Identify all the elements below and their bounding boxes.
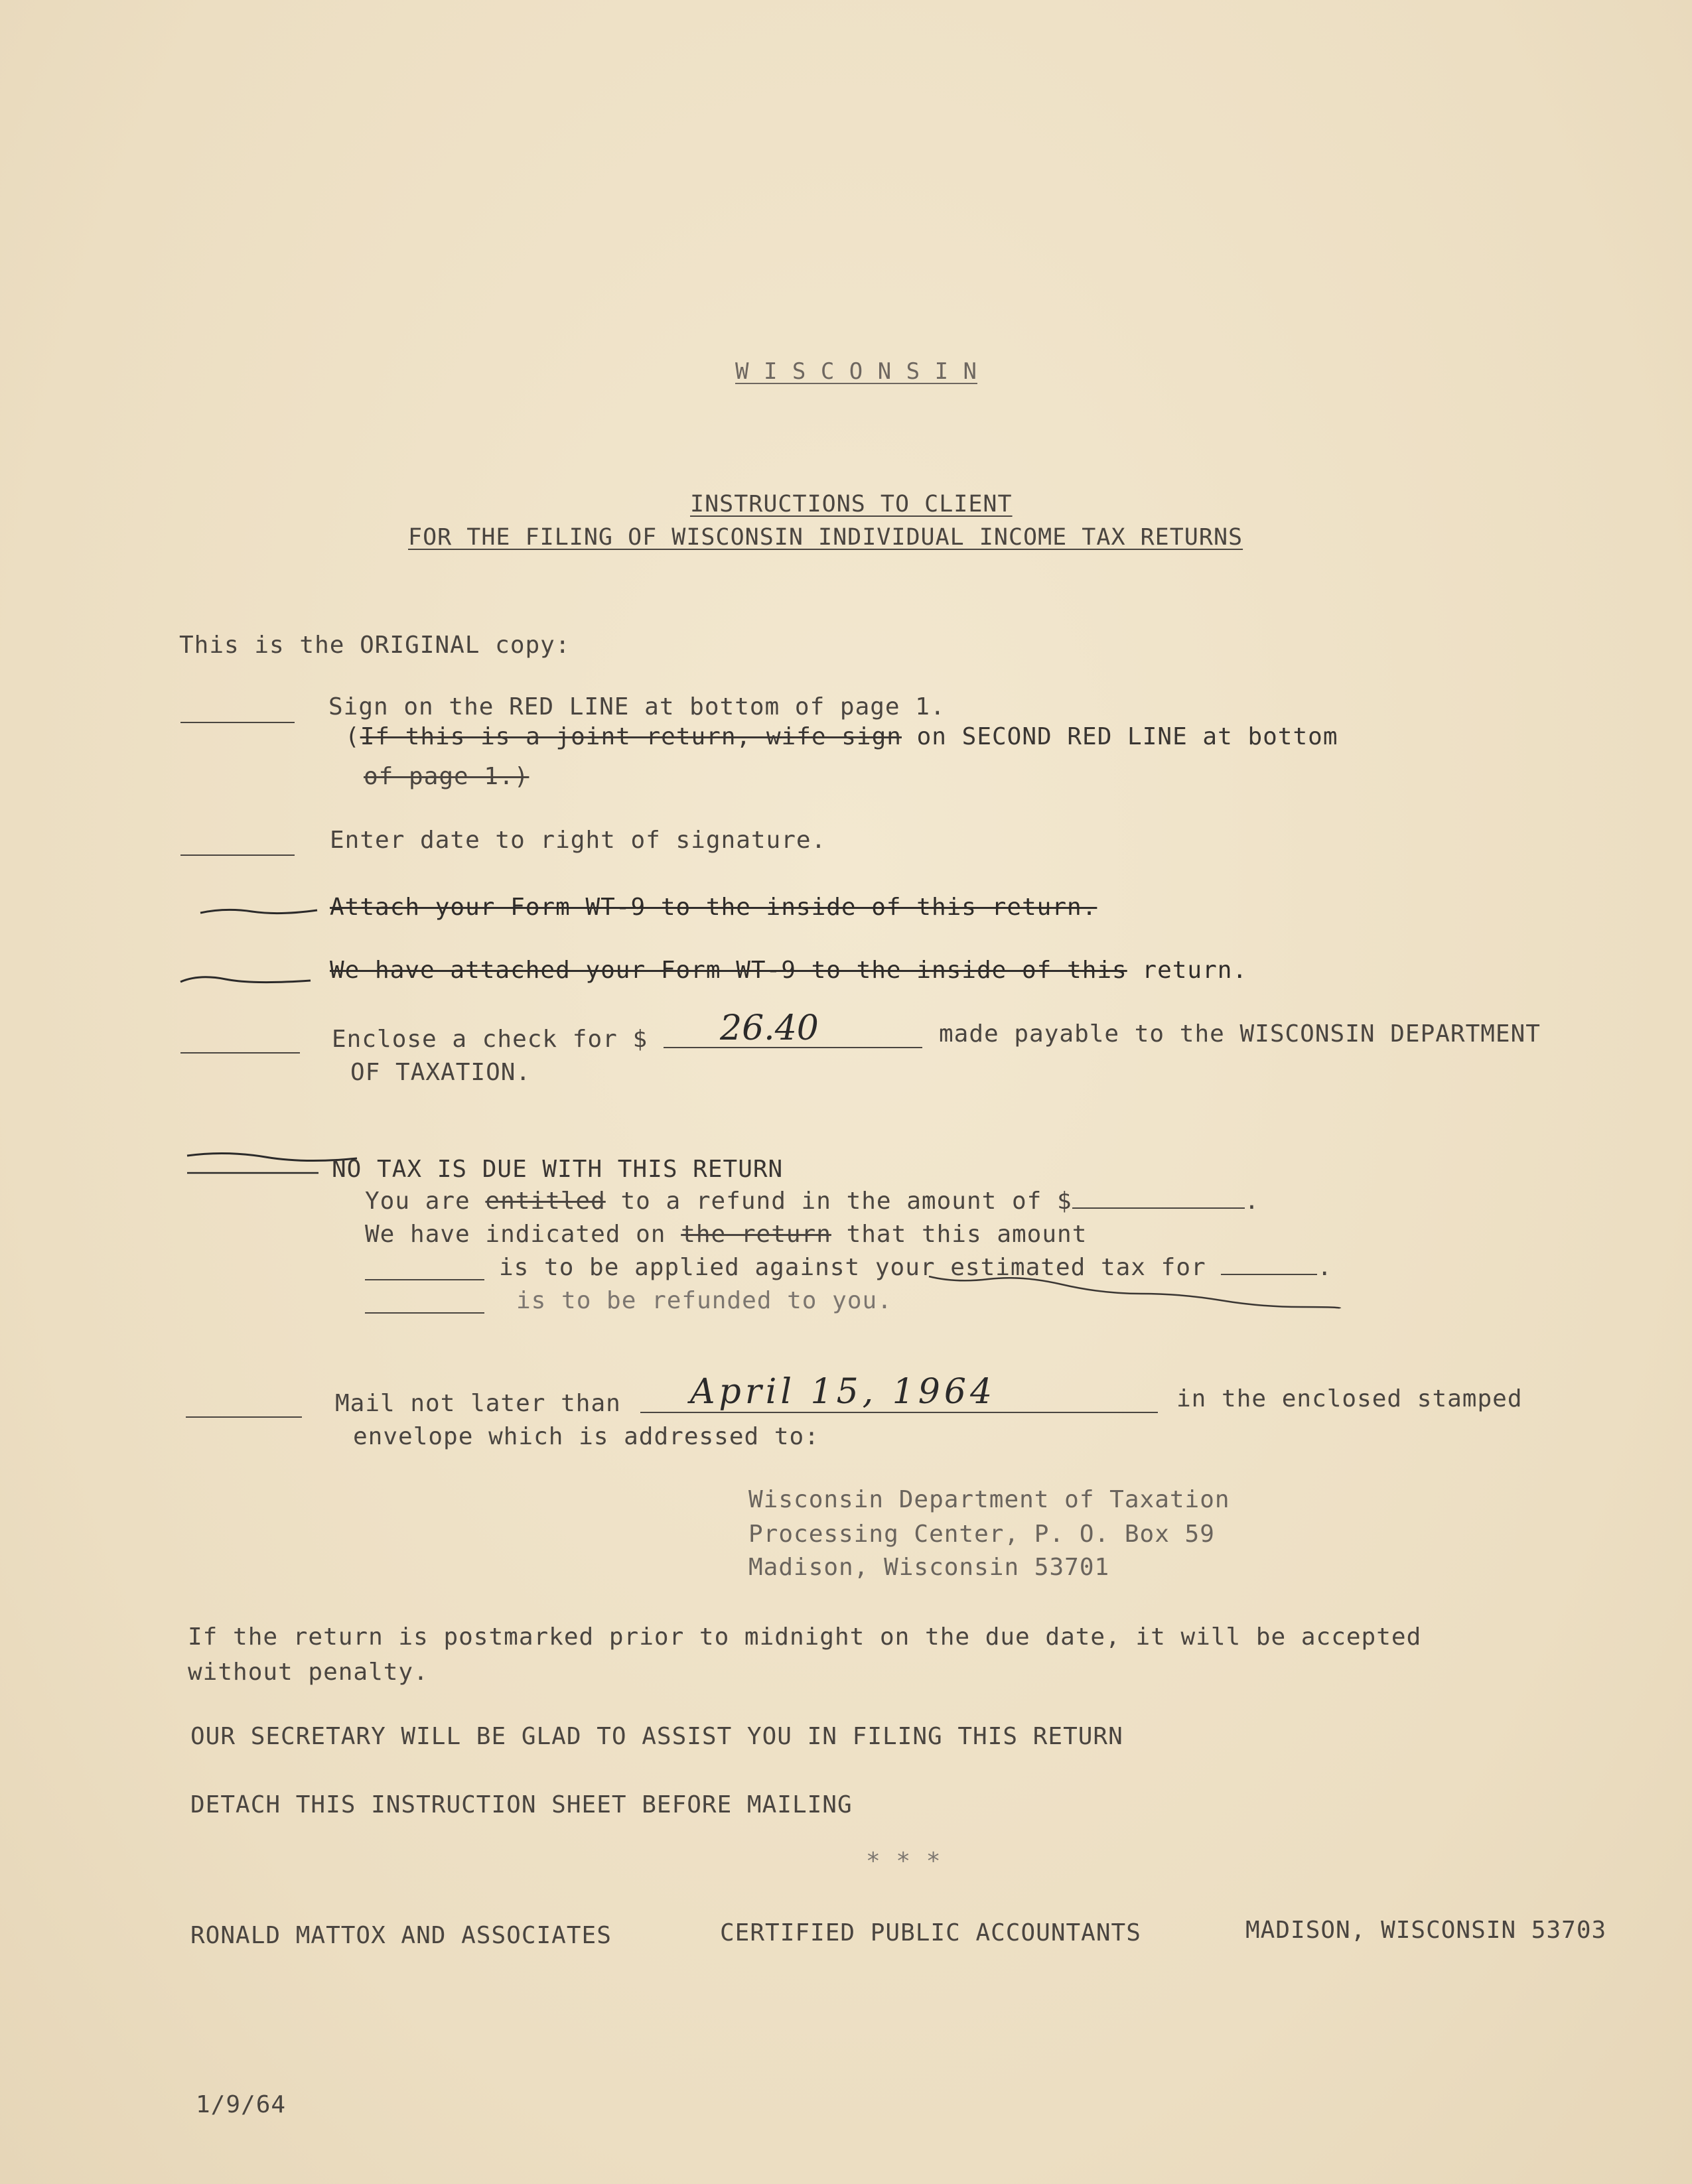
sign-instruction: Sign on the RED LINE at bottom of page 1. [328, 693, 946, 720]
attach-wt9-instruction: Attach your Form WT-9 to the inside of this return. [330, 894, 1097, 921]
no-tax-line4: is to be applied against your estimated tax for . [499, 1254, 1333, 1281]
attached-wt9-instruction: We have attached your Form WT-9 to the inside of this return. [330, 957, 1248, 984]
checkbox-line-mail [186, 1416, 302, 1418]
separator-stars: * * * [866, 1848, 942, 1875]
footer-profession: CERTIFIED PUBLIC ACCOUNTANTS [720, 1919, 1141, 1946]
mail-date-handwritten: April 15, 1964 [690, 1372, 997, 1412]
address-line1: Wisconsin Department of Taxation [748, 1486, 1230, 1513]
detach-note: DETACH THIS INSTRUCTION SHEET BEFORE MAILING [190, 1791, 853, 1818]
tax-year-line [1221, 1258, 1317, 1275]
check-instruction-pre: Enclose a check for $ [332, 1026, 648, 1053]
strike-mark-attach [199, 901, 318, 921]
checkbox-line-date [180, 854, 295, 856]
mail-date-line [640, 1412, 1158, 1413]
no-tax-line3: We have indicated on the return that this amount [365, 1221, 1088, 1248]
address-line3: Madison, Wisconsin 53701 [748, 1554, 1110, 1581]
address-line2: Processing Center, P. O. Box 59 [748, 1521, 1215, 1548]
no-tax-line5: is to be refunded to you. [516, 1287, 892, 1314]
postmark-note-line2: without penalty. [188, 1659, 429, 1686]
mail-instruction-line2: envelope which is addressed to: [353, 1423, 819, 1450]
date-instruction: Enter date to right of signature. [330, 827, 827, 854]
refund-amount-line [1072, 1192, 1245, 1209]
checkbox-line-check [180, 1052, 300, 1054]
check-instruction-post: made payable to the WISCONSIN DEPARTMENT [939, 1020, 1541, 1048]
footer-location: MADISON, WISCONSIN 53703 [1245, 1917, 1607, 1944]
sign-joint-note-cont: of page 1.) [364, 763, 529, 790]
title-line-1: INSTRUCTIONS TO CLIENT [690, 491, 1013, 517]
state-heading: W I S C O N S I N [735, 358, 977, 385]
checkbox-line-sign [180, 722, 295, 723]
wavy-strike-mark [929, 1274, 1340, 1314]
secretary-note: OUR SECRETARY WILL BE GLAD TO ASSIST YOU IN FILING THIS RETURN [190, 1723, 1123, 1750]
applied-checkbox-line [365, 1279, 484, 1280]
footer-firm: RONALD MATTOX AND ASSOCIATES [190, 1922, 612, 1949]
strike-mark-attached [179, 970, 312, 990]
mail-instruction-pre: Mail not later than [335, 1390, 621, 1417]
form-date: 1/9/64 [196, 2091, 287, 2118]
no-tax-line1: NO TAX IS DUE WITH THIS RETURN [332, 1156, 784, 1183]
sign-joint-note: (If this is a joint return, wife sign on SECOND RED LINE at bottom [345, 723, 1338, 750]
postmark-note-line1: If the return is postmarked prior to midnight on the due date, it will be accepted [188, 1623, 1422, 1651]
check-instruction-line2: OF TAXATION. [350, 1059, 531, 1086]
mail-instruction-post: in the enclosed stamped [1176, 1385, 1523, 1412]
title-line-2: FOR THE FILING OF WISCONSIN INDIVIDUAL INCOME TAX RETURNS [408, 524, 1243, 551]
refund-checkbox-line [365, 1312, 484, 1314]
intro-text: This is the ORIGINAL copy: [179, 632, 571, 659]
no-tax-line2: You are entitled to a refund in the amount of $ . [365, 1188, 1260, 1215]
check-amount-handwritten: 26.40 [720, 1008, 819, 1048]
